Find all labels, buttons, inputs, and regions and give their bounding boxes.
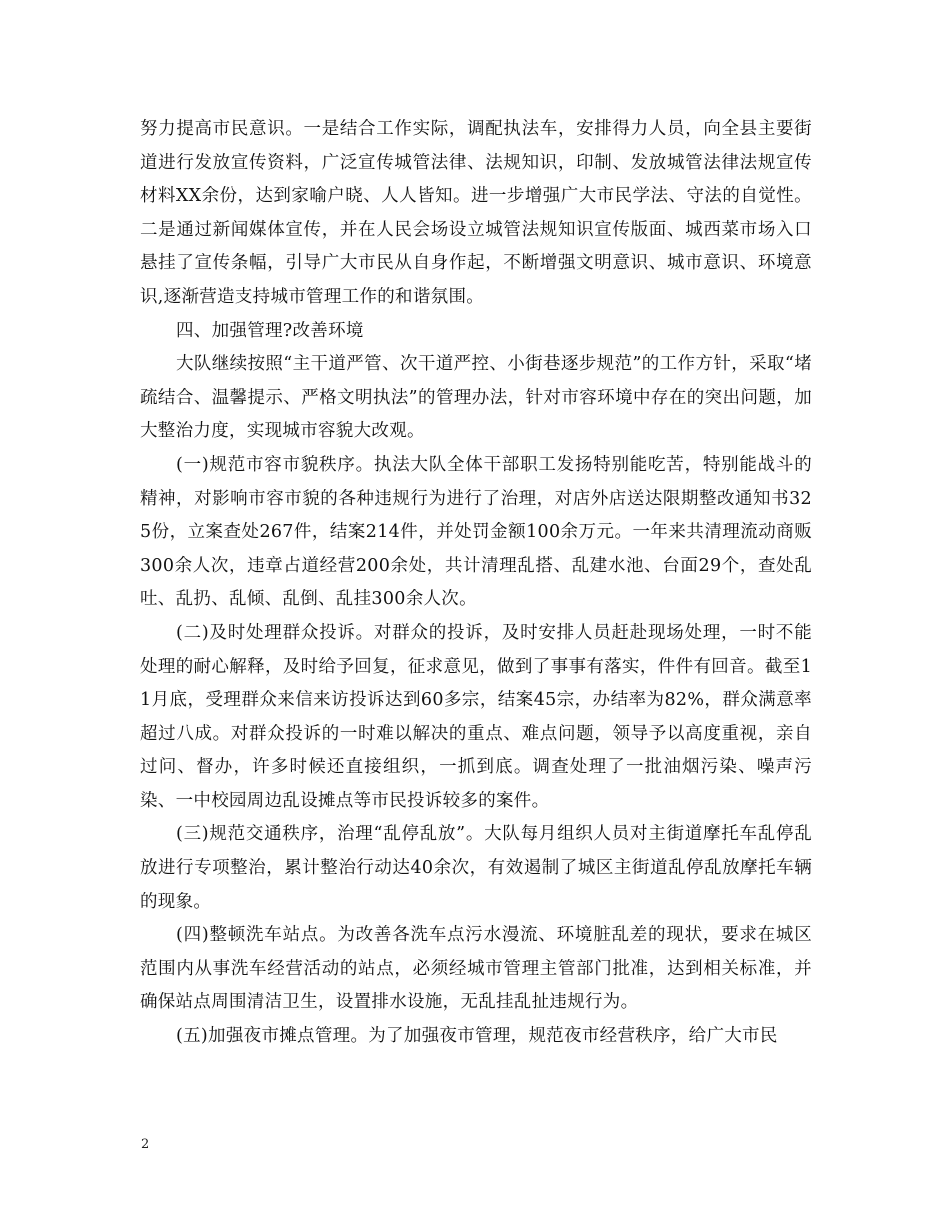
paragraph-8: (五)加强夜市摊点管理。为了加强夜市管理，规范夜市经营秩序，给广大市民 xyxy=(176,1026,778,1047)
paragraph-5: (二)及时处理群众投诉。对群众的投诉，及时安排人员赶赴现场处理，一时不能处理的耐心解释，及时给予回复，征求意见，做到了事事有落实，件件有回音。截至11月底，受理群众来信来访投诉达到60多宗，结案45宗，办结率为82%，群众满意率超过八成。对群众投诉的一时难以解决的重点、难点问题，领导予以高度重视，亲自过问、督办，许多时候还直接组织，一抓到底。调查处理了一批油烟污染、噪声污染、一中校园周边乱设摊点等市民投诉较多的案件。 xyxy=(140,622,812,811)
document-body xyxy=(140,113,812,1054)
paragraph-6: (三)规范交通秩序，治理“乱停乱放”。大队每月组织人员对主街道摩托车乱停乱放进行专项整治，累计整治行动达40余次，有效遏制了城区主街道乱停乱放摩托车辆的现象。 xyxy=(140,824,812,912)
paragraph-4: (一)规范市容市貌秩序。执法大队全体干部职工发扬特别能吃苦，特别能战斗的精神，对影响市容市貌的各种违规行为进行了治理，对店外店送达限期整改通知书325份，立案查处267件，结案214件，并处罚金额100余万元。一年来共清理流动商贩300余人次，违章占道经营200余处，共计清理乱搭、乱建水池、台面29个，查处乱吐、乱扔、乱倾、乱倒、乱挂300余人次。 xyxy=(140,454,812,610)
paragraph-3: 大队继续按照“主干道严管、次干道严控、小街巷逐步规范”的工作方针，采取“堵疏结合、温馨提示、严格文明执法”的管理办法，针对市容环境中存在的突出问题，加大整治力度，实现城市容貌大改观。 xyxy=(140,354,812,442)
section-heading: 四、加强管理?改善环境 xyxy=(176,320,364,341)
paragraph-7: (四)整顿洗车站点。为改善各洗车点污水漫流、环境脏乱差的现状，要求在城区范围内从事洗车经营活动的站点，必须经城市管理主管部门批准，达到相关标准，并确保站点周围清洁卫生，设置排水设施，无乱挂乱扯违规行为。 xyxy=(140,925,812,1013)
paragraph-1: 努力提高市民意识。一是结合工作实际，调配执法车，安排得力人员，向全县主要街道进行发放宣传资料，广泛宣传城管法律、法规知识，印制、发放城管法律法规宣传材料XX余份，达到家喻户晓、人人皆知。进一步增强广大市民学法、守法的自觉性。二是通过新闻媒体宣传，并在人民会场设立城管法规知识宣传版面、城西菜市场入口悬挂了宣传条幅，引导广大市民从自身作起，不断增强文明意识、城市意识、环境意识,逐渐营造支持城市管理工作的和谐氛围。 xyxy=(140,119,812,307)
page-number: 2 xyxy=(141,1137,150,1152)
